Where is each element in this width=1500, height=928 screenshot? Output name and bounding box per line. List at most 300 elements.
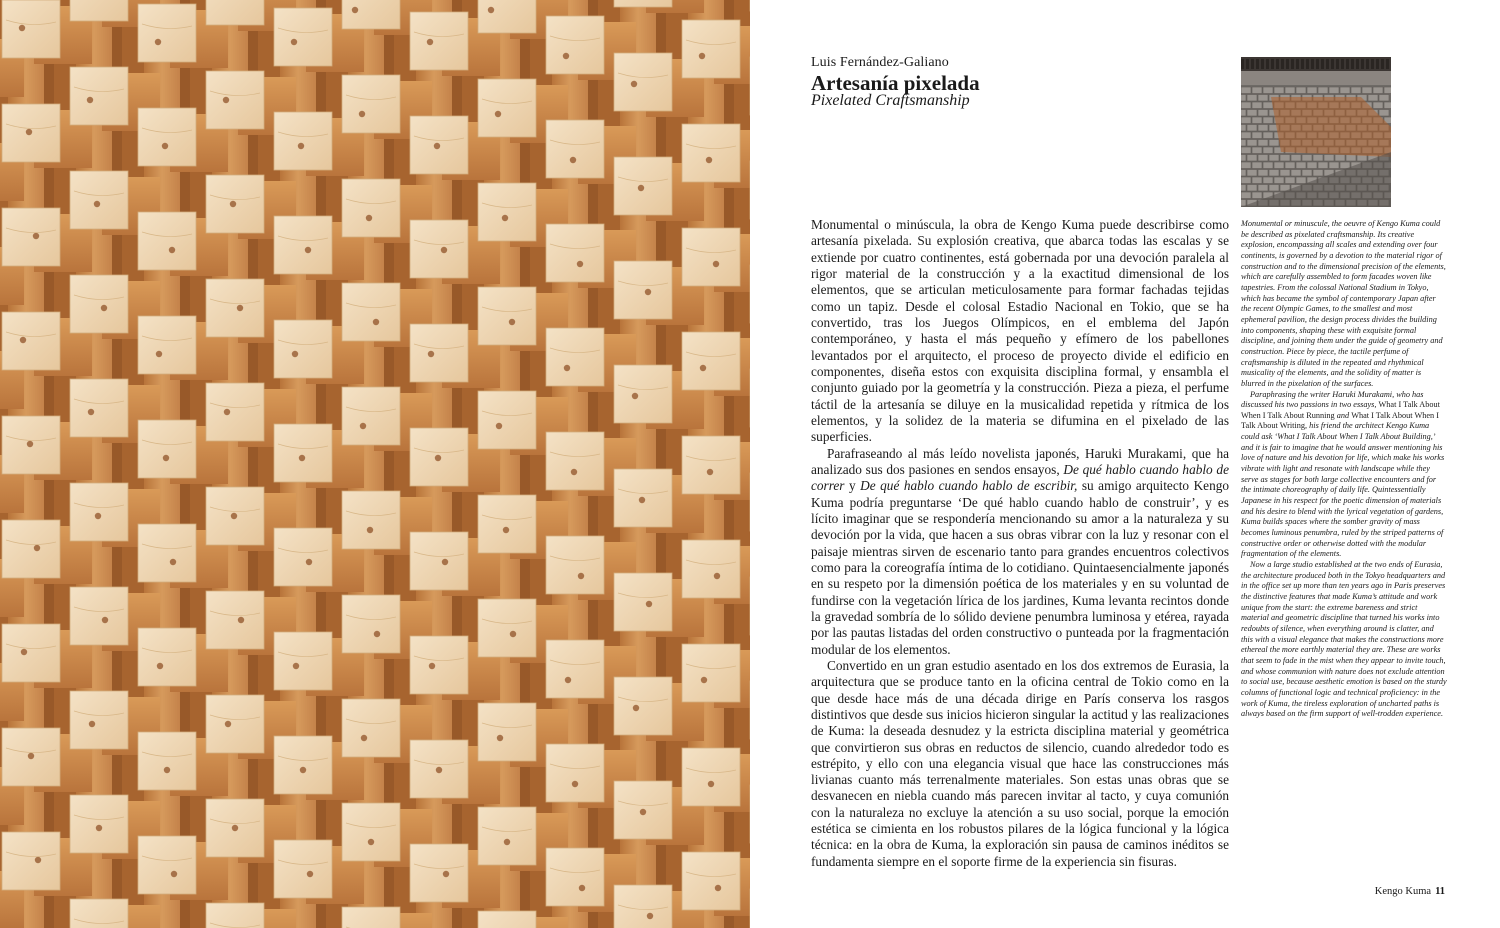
block-face [478, 703, 536, 761]
block-face [410, 220, 468, 278]
brick [1318, 87, 1328, 94]
wood-knot [359, 111, 365, 117]
wood-knot [291, 39, 297, 45]
block-face [70, 67, 128, 125]
wood-knot [238, 617, 244, 623]
block-face [342, 907, 400, 928]
wood-knot [87, 97, 93, 103]
block-face [682, 540, 740, 598]
brick [1258, 170, 1268, 177]
wood-knot [633, 705, 639, 711]
brick [1252, 132, 1262, 139]
block-face [614, 365, 672, 423]
footer-label: Kengo Kuma [1374, 886, 1432, 897]
spanish-p2-text-a: Parafraseando al más leído novelista japonés, Haruki Murakami, que ha analizado sus dos pasiones en sendos ensayos, [811, 445, 1229, 477]
brick [1313, 170, 1323, 177]
brick [1252, 177, 1262, 184]
block-face [274, 216, 332, 274]
brick [1307, 162, 1317, 169]
brick [1247, 140, 1257, 147]
wood-knot [20, 337, 26, 343]
block-face [138, 4, 196, 62]
block-face [478, 495, 536, 553]
block-face [546, 432, 604, 490]
wood-knot [94, 201, 100, 207]
brick [1274, 177, 1284, 184]
wood-knot [96, 825, 102, 831]
brick [1258, 185, 1268, 192]
wood-knot [509, 319, 515, 325]
block-face [478, 183, 536, 241]
wood-knot [715, 885, 721, 891]
block-face [682, 124, 740, 182]
beam-shadow [248, 0, 258, 928]
wood-knot [700, 365, 706, 371]
brick [1258, 140, 1268, 147]
wood-knot [572, 781, 578, 787]
wood-knot [631, 81, 637, 87]
block-face [546, 16, 604, 74]
english-p2-text-a: Paraphrasing the writer Haruki Murakami, who has discussed his two passions in two essays, [1241, 389, 1424, 410]
block-face [274, 112, 332, 170]
wood-knot [646, 601, 652, 607]
brick [1252, 192, 1262, 199]
brick [1263, 177, 1273, 184]
wood-knot [232, 825, 238, 831]
wood-knot [502, 215, 508, 221]
wood-knot [360, 423, 366, 429]
wood-block [682, 332, 750, 396]
wood-knot [361, 735, 367, 741]
block-face [274, 424, 332, 482]
block-face [2, 624, 60, 682]
block-face [478, 287, 536, 345]
brick [1252, 87, 1262, 94]
brick [1241, 170, 1246, 177]
roof-tile [1321, 59, 1324, 69]
wood-knot [101, 305, 107, 311]
wood-knot [578, 573, 584, 579]
spanish-book-title-1: De qué hablo cuando hablo de correr [811, 461, 1229, 494]
wood-knot [102, 617, 108, 623]
wood-block [682, 644, 750, 708]
brick [1241, 132, 1251, 139]
wood-knot [713, 261, 719, 267]
roof-tile [1361, 59, 1364, 69]
block-face [478, 807, 536, 865]
brick [1241, 117, 1251, 124]
brick [1346, 155, 1356, 162]
wood-knot [565, 677, 571, 683]
brick [1247, 155, 1257, 162]
block-face [342, 595, 400, 653]
wood-knot [504, 839, 510, 845]
brick [1340, 87, 1350, 94]
brick [1263, 87, 1273, 94]
wood-knot [374, 631, 380, 637]
roof-tile [1371, 59, 1374, 69]
wood-knot [28, 753, 34, 759]
wood-knot [428, 351, 434, 357]
block-face [70, 0, 128, 21]
wood-knot [368, 839, 374, 845]
block-face [682, 332, 740, 390]
roof-tile [1331, 59, 1334, 69]
roof-tile [1366, 59, 1369, 69]
block-face [478, 599, 536, 657]
block-face [614, 677, 672, 735]
wood-knot [714, 573, 720, 579]
wood-knot [298, 143, 304, 149]
brick [1291, 170, 1301, 177]
wood-knot [237, 305, 243, 311]
brick [1241, 192, 1251, 199]
wood-knot [373, 319, 379, 325]
block-face [274, 736, 332, 794]
roof-tile [1261, 59, 1264, 69]
brick [1241, 87, 1251, 94]
english-book-title-2: What I Talk About When I Talk About Writing, [1241, 410, 1439, 431]
brick [1379, 110, 1389, 117]
block-face [2, 832, 60, 890]
block-face [274, 320, 332, 378]
brick [1362, 87, 1372, 94]
block-face [2, 312, 60, 370]
brick [1373, 102, 1383, 109]
author-name: Luis Fernández-Galiano [811, 55, 949, 70]
wood-knot [699, 53, 705, 59]
block-face [546, 640, 604, 698]
english-p2-text-c: his friend the architect Kengo Kuma could ask ‘What I Talk About When I Talk About Building,’ and it is fair to imagine that he would answer mentioning his love of nature and his devotion for life, which make his works vibrate with light and resonate with landscape while they serve as stages for both large collective encounters and for the intimate choreography of daily life. Quintessentially Japanese in his respect for the poetic dimension of materials and his desire to blend with the lyrical vegetation of gardens, Kuma builds spaces where the somber gravity of mass becomes luminous penumbra, ruled by the striped patterns of constructive order or otherwise dotted with the modular fragmentation of the elements. [1241, 421, 1445, 559]
block-face [70, 587, 128, 645]
brick [1263, 162, 1273, 169]
block-face [546, 848, 604, 906]
brick [1241, 102, 1251, 109]
english-paragraph-3: Now a large studio established at the two ends of Eurasia, the architecture produced both in the Tokyo headquarters and in the office set up more than ten years ago in Paris preserves the distinctive features that made Kuma’s attitude and work unique from the start: the extreme bareness and strict material and geometric discipline that turned his works into redoubts of silence, when everything around is clatter, and this with a visual elegance that makes the constructions more ethereal the more earthly material they are. These are works that seem to fade in the mist when they appear to invite touch, and whose communion with nature does not exclude attention to social use, because aesthetic emotion is based on the sturdy columns of functional logic and technical proficiency: in the work of Kuma, the tireless exploration of uncharted paths is always based on the firm support of well-trodden experience. [1241, 560, 1447, 719]
block-face [342, 387, 400, 445]
roof-tile [1266, 59, 1269, 69]
brick [1263, 102, 1273, 109]
wood-knot [647, 913, 653, 919]
wood-block [682, 540, 750, 604]
brick [1269, 185, 1279, 192]
brick [1269, 170, 1279, 177]
roof-tile [1286, 59, 1289, 69]
brick-wall-image [1241, 57, 1391, 207]
wood-knot [563, 53, 569, 59]
brick [1241, 125, 1246, 132]
wood-knot [306, 559, 312, 565]
brick [1307, 87, 1317, 94]
brick [1241, 162, 1251, 169]
block-face [478, 0, 536, 33]
wood-knot [632, 393, 638, 399]
wood-knot [88, 409, 94, 415]
wood-knot [223, 97, 229, 103]
wood-knot [225, 721, 231, 727]
wood-knot [564, 365, 570, 371]
wood-knot [19, 25, 25, 31]
brick [1241, 95, 1246, 102]
block-face [342, 699, 400, 757]
wood-knot [443, 871, 449, 877]
brick [1368, 95, 1378, 102]
brick [1247, 170, 1257, 177]
spanish-p2-text-c: su amigo arquitecto Kengo Kuma podría preguntarse ‘De qué hablo cuando hablo de construir’, y es lícito imaginar que se respondería mencionando su amor a la naturaleza y su devoción por la vida, que hacen a sus obras vibrar con la luz y resonar con el paisaje mientras sirven de escenario tanto para grandes encuentros colectivos como para la coreografía íntima de lo cotidiano. Quintaesencialmente japonés en su respeto por la dimensión poética de los materiales y en su voluntad de fundirse con la vegetación lírica de los jardines, Kuma levanta recintos donde la gravedad sombría de lo sólido deviene penumbra luminosa y etérea, rayada por las pautas listadas del orden constructivo o punteada por la fragmentación modular de los elementos. [811, 478, 1230, 657]
wood-knot [26, 129, 32, 135]
block-face [138, 524, 196, 582]
block-face [614, 53, 672, 111]
brick [1313, 155, 1323, 162]
block-face [546, 224, 604, 282]
wood-knot [435, 455, 441, 461]
block-face [206, 71, 264, 129]
brick [1384, 87, 1391, 94]
brick [1335, 155, 1345, 162]
brick [1302, 155, 1312, 162]
brick [1384, 102, 1391, 109]
brick [1258, 155, 1268, 162]
block-face [614, 0, 672, 7]
brick [1296, 162, 1306, 169]
block-face [2, 520, 60, 578]
brick [1252, 162, 1262, 169]
wood-knot [570, 157, 576, 163]
brick [1241, 185, 1246, 192]
brick [1285, 177, 1295, 184]
wood-knot [701, 677, 707, 683]
brick [1247, 125, 1257, 132]
wood-knot [293, 663, 299, 669]
beam-shadow [384, 0, 394, 928]
brick [1274, 162, 1284, 169]
block-face [138, 316, 196, 374]
block-face [342, 0, 400, 29]
brick [1252, 102, 1262, 109]
roof-tile [1386, 59, 1389, 69]
block-face [682, 436, 740, 494]
block-face [546, 120, 604, 178]
brick [1274, 87, 1284, 94]
roof-tile [1311, 59, 1314, 69]
wood-knot [230, 201, 236, 207]
wood-knot [300, 767, 306, 773]
brick [1241, 200, 1246, 207]
wood-knot [638, 185, 644, 191]
wood-knot [429, 663, 435, 669]
wood-knot [639, 497, 645, 503]
brick [1329, 162, 1339, 169]
spanish-paragraph-1: Monumental o minúscula, la obra de Kengo Kuma puede describirse como artesanía pixelada. Su explosión creativa, que abarca todas las escalas y se extiende por cuatro continentes, está gobernada por una devoción paralela al rigor material de la construcción y a la exactitud dimensional de los elementos, que se articulan meticulosamente para formar fachadas tejidas como un tapiz. Desde el colosal Estadio Nacional en Tokio, que se ha convertido, tras los Juegos Olímpicos, en el emblema del Japón contemporáneo, y hasta el más pequeño y efímero de los pabellones levantados por el arquitecto, el proceso de proyecto divide el edificio en componentes, diseña estos con exquisita disciplina formal, y ensambla el conjunto guiado por la geometría y la construcción. Pieza a pieza, el perfume táctil de la artesanía se diluye en la musicalidad repetida y rítmica de los elementos, y la solidez de la materia se difumina en el pixelado de las superficies. [811, 217, 1229, 445]
wood-knot [170, 559, 176, 565]
roof-tile [1271, 59, 1274, 69]
block-face [410, 636, 468, 694]
wood-knot [156, 351, 162, 357]
roof-tile [1351, 59, 1354, 69]
block-face [138, 108, 196, 166]
wood-knot [164, 767, 170, 773]
roof-tile [1341, 59, 1344, 69]
wood-knot [169, 247, 175, 253]
block-face [274, 632, 332, 690]
roof-tile [1291, 59, 1294, 69]
roof-tile [1346, 59, 1349, 69]
wood-knot [503, 527, 509, 533]
brick [1252, 117, 1262, 124]
english-book-title-1: What I Talk About When I Talk About Running [1241, 400, 1440, 420]
block-face [342, 491, 400, 549]
page-number: 11 [1435, 886, 1445, 897]
block-face [682, 748, 740, 806]
roof-tile [1326, 59, 1329, 69]
block-face [70, 483, 128, 541]
roof-tile [1316, 59, 1319, 69]
block-face [342, 75, 400, 133]
block-face [342, 803, 400, 861]
brick [1258, 110, 1268, 117]
spanish-paragraph-2 [811, 446, 1229, 658]
brick [1247, 185, 1257, 192]
block-face [70, 171, 128, 229]
block-face [478, 911, 536, 928]
wood-knot [155, 39, 161, 45]
roof-tile [1356, 59, 1359, 69]
block-face [138, 212, 196, 270]
block-face [546, 536, 604, 594]
wood-knot [307, 871, 313, 877]
wood-knot [95, 513, 101, 519]
brick [1252, 147, 1262, 154]
brick [1373, 87, 1383, 94]
block-face [274, 840, 332, 898]
wood-knot [366, 215, 372, 221]
block-face [206, 0, 264, 25]
brick [1258, 125, 1268, 132]
brick [1329, 87, 1339, 94]
roof-tile [1276, 59, 1279, 69]
wood-block [682, 748, 750, 812]
brick [1285, 162, 1295, 169]
block-face [206, 279, 264, 337]
block-face [70, 379, 128, 437]
wood-knot [441, 247, 447, 253]
brick [1351, 87, 1361, 94]
block-face [138, 836, 196, 894]
brick [1269, 155, 1279, 162]
brick [1258, 95, 1268, 102]
block-face [138, 628, 196, 686]
block-face [682, 228, 740, 286]
brick [1291, 155, 1301, 162]
wood-knot [577, 261, 583, 267]
brick [1302, 170, 1312, 177]
block-face [70, 795, 128, 853]
block-face [410, 12, 468, 70]
wood-knot [231, 513, 237, 519]
roof-tile [1281, 59, 1284, 69]
wood-knot [488, 7, 494, 13]
block-face [70, 691, 128, 749]
wood-knot [34, 545, 40, 551]
brick [1241, 110, 1246, 117]
wood-knot [434, 143, 440, 149]
wood-knot [442, 559, 448, 565]
brick [1241, 140, 1246, 147]
block-face [682, 852, 740, 910]
block-face [682, 644, 740, 702]
wood-knot [157, 663, 163, 669]
brick [1269, 140, 1279, 147]
block-face [682, 20, 740, 78]
brick [1285, 87, 1295, 94]
wood-knot [510, 631, 516, 637]
wood-knot [367, 527, 373, 533]
brick-wall-thumbnail [1241, 57, 1391, 207]
block-face [478, 391, 536, 449]
brick [1379, 95, 1389, 102]
brick [1324, 155, 1334, 162]
wood-block [682, 852, 750, 916]
roof-tile [1376, 59, 1379, 69]
wood-block [682, 228, 750, 292]
block-face [2, 208, 60, 266]
wood-knot [299, 455, 305, 461]
wood-knot [436, 767, 442, 773]
wood-block [682, 20, 750, 84]
block-face [2, 0, 60, 58]
brick [1318, 162, 1328, 169]
brick [1280, 170, 1290, 177]
roof-tile [1241, 59, 1244, 69]
english-p2-text-b: and [1334, 410, 1352, 420]
brick [1296, 177, 1306, 184]
brick [1241, 155, 1246, 162]
english-paragraph-1: Monumental or minuscule, the oeuvre of Kengo Kuma could be described as pixelated craftsmanship. Its creative explosion, encompassing all scales and extending over four continents, is governed by a devotion to the material rigor of construction and to the dimensional precision of the elements, which are carefully assembled to form facades woven like tapestries. From the colossal National Stadium in Tokyo, which has became the symbol of contemporary Japan after the recent Olympic Games, to the smallest and most ephemeral pavilion, the design process divides the building into components, shaping these with exquisite formal discipline, and joining them under the guide of geometry and construction. Piece by piece, the tactile perfume of craftsmanship is diluted in the repeated and rhythmical musicality of the elements, and the solidity of matter is blurred in the pixelation of the surfaces. [1241, 219, 1446, 388]
wood-knot [162, 143, 168, 149]
spanish-paragraph-3: Convertido en un gran estudio asentado en los dos extremos de Eurasia, la arquitectura que se produce tanto en la oficina central de Tokio como en la que desde hace más de una década dirige en París conserva los rasgos distintivos que desde sus inicios hicieron singular la actitud y las realizaciones de Kuma: la deseada desnudez y la estricta disciplina material y geométrica que convirtieron sus obras en reductos de silencio, cuando alrededor todo es estrépito, y ello con una elegancia visual que hace las construcciones más livianas cuanto más terrenalmente materiales. Son estas unas obras que se desvanecen en niebla cuando más parecen invitar al tacto, y cuya comunión con la naturaleza no excluye la atención a su uso social, porque la emoción estética se cimienta en los robustos pilares de la lógica funcional y la lógica técnica: en la obra de Kuma, la exploración sin pausa de caminos inéditos se fundamenta siempre en el soporte firme de la experiencia sin fisuras. [811, 657, 1229, 869]
english-text-column [1241, 219, 1447, 720]
wood-knot [33, 233, 39, 239]
wood-knot [171, 871, 177, 877]
brick [1263, 147, 1273, 154]
wood-knot [496, 423, 502, 429]
block-face [546, 328, 604, 386]
wood-knot [579, 885, 585, 891]
brick [1247, 95, 1257, 102]
block-face [206, 591, 264, 649]
wood-knot [352, 7, 358, 13]
wood-knot [27, 441, 33, 447]
wood-knot [645, 289, 651, 295]
article-subtitle: Pixelated Craftsmanship [811, 92, 970, 109]
block-face [70, 275, 128, 333]
roof-tile [1256, 59, 1259, 69]
block-face [138, 732, 196, 790]
page-footer [1375, 886, 1445, 897]
spanish-book-title-2: De qué hablo cuando hablo de escribir, [860, 478, 1078, 494]
wood-knot [497, 735, 503, 741]
roof-tile [1296, 59, 1299, 69]
block-face [410, 324, 468, 382]
roof-tile [1381, 59, 1384, 69]
block-face [410, 844, 468, 902]
spanish-p2-text-b: y [844, 478, 861, 494]
brick [1241, 177, 1251, 184]
block-face [274, 8, 332, 66]
wood-knot [707, 469, 713, 475]
brick [1263, 132, 1273, 139]
roof-tile [1251, 59, 1254, 69]
